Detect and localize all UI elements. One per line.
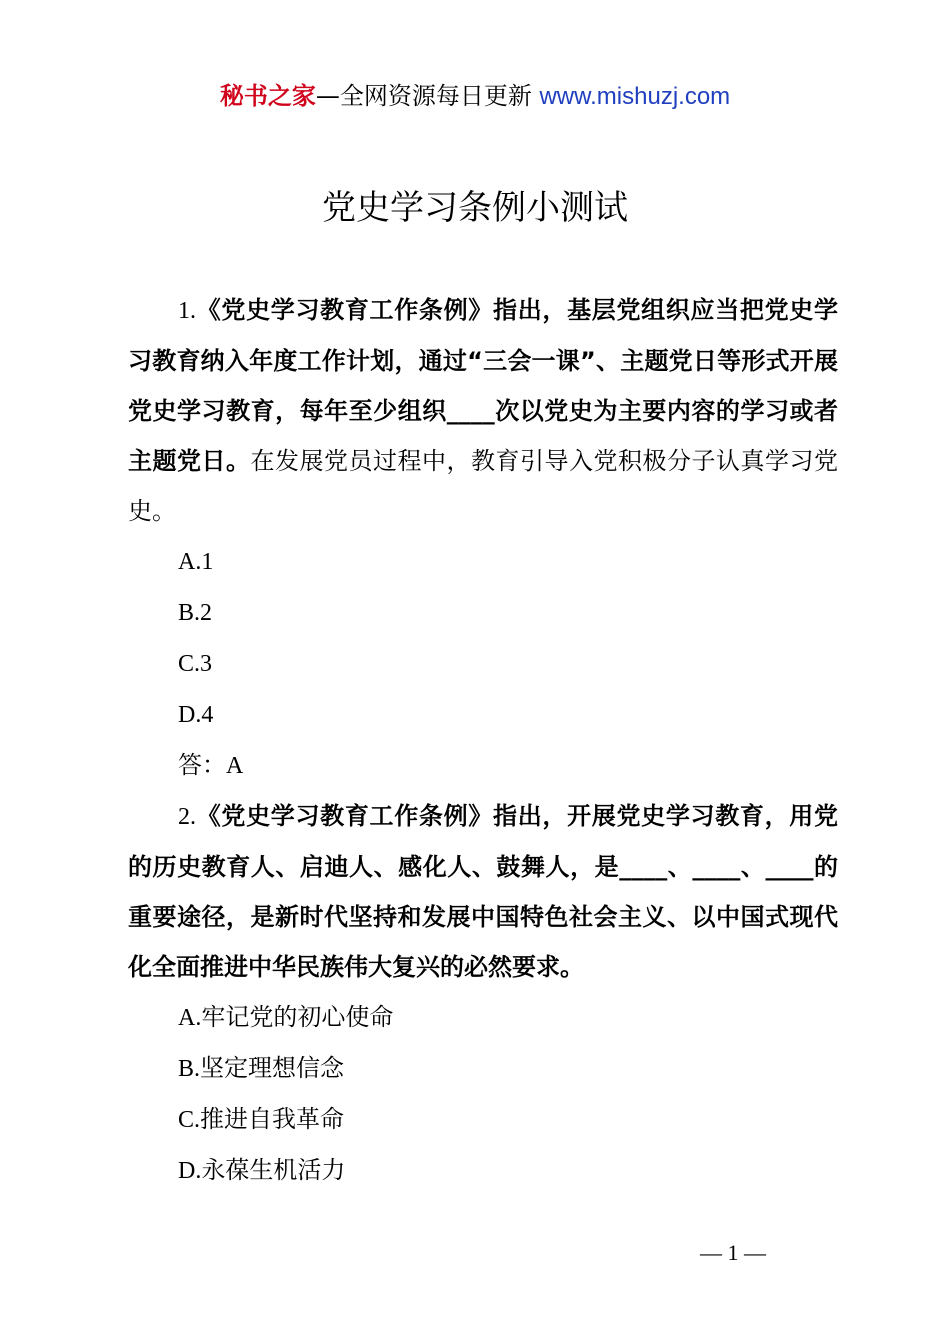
question-1-number: 1. xyxy=(178,298,196,324)
question-1-option-a: A.1 xyxy=(178,549,214,575)
answer-value: A xyxy=(226,753,244,779)
question-2-number: 2. xyxy=(178,804,196,830)
question-1-option-d: D.4 xyxy=(178,702,214,728)
question-1-bold-text: 《党史学习教育工作条例》指出，基层党组织应当把党史学习教育纳入年度工作计划，通过“三会一课”、主题党日等形式开展党史学习教育，每年至少组织____次以党史为主要内容的学习或者主题党日。 xyxy=(128,296,838,475)
question-2-option-c: C.推进自我革命 xyxy=(178,1105,345,1133)
document-body xyxy=(128,285,838,1196)
site-url-link[interactable]: www.mishuzj.com xyxy=(539,83,731,110)
question-1-normal-text: 在发展党员过程中，教育引导入党积极分子认真学习党史。 xyxy=(128,447,838,525)
question-1-option-b: B.2 xyxy=(178,600,213,626)
site-header xyxy=(0,80,950,113)
question-2-option-d: D.永葆生机活力 xyxy=(178,1156,346,1184)
question-2-option-b: B.坚定理想信念 xyxy=(178,1054,345,1082)
brand-name: 秘书之家 xyxy=(219,82,316,110)
page-number: — 1 — xyxy=(700,1240,766,1265)
header-tagline: —全网资源每日更新 xyxy=(315,82,540,110)
question-1-answer xyxy=(128,740,838,791)
question-1-stem xyxy=(128,285,838,536)
document-title: 党史学习条例小测试 xyxy=(322,188,628,228)
question-1-option-c: C.3 xyxy=(178,651,213,677)
answer-label: 答： xyxy=(178,751,226,779)
question-2-bold-text: 《党史学习教育工作条例》指出，开展党史学习教育，用党的历史教育人、启迪人、感化人、鼓舞人，是____、____、____的重要途径，是新时代坚持和发展中国特色社会主义、以中国式现代化全面推进中华民族伟大复兴的必然要求。 xyxy=(128,802,838,981)
question-2-stem xyxy=(128,791,838,992)
question-2-option-a: A.牢记党的初心使命 xyxy=(178,1003,394,1031)
